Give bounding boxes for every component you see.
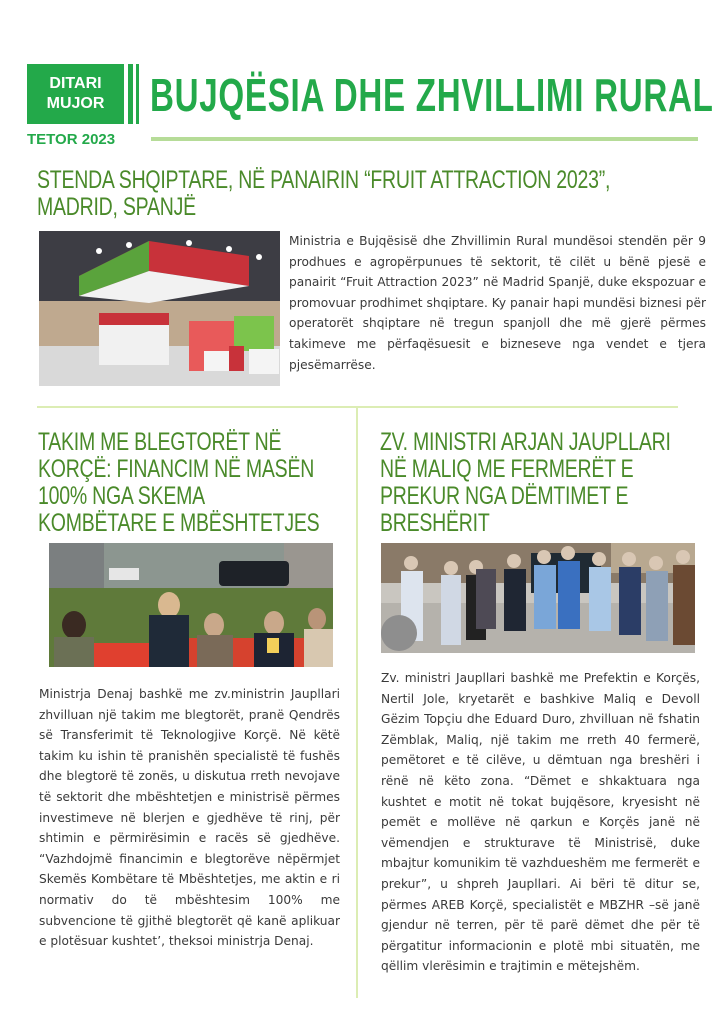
article-2-headline [38,429,319,537]
article-3-body: Zv. ministri Jaupllari bashkë me Prefektin e Korçës, Nertil Jole, kryetarët e bashkive Maliq e Devoll Gëzim Topçiu dhe Eduard Duro, zhvilluan në fshatin Zëmblak, Maliq, një takim me rreth 40 fermerë, pemëtoret e të cilëve, u dëmtuan nga breshëri i rënë në këto zona. “Dëmet e shkaktuara nga kushtet e motit në tokat bujqësore, kryesisht në pemët e mollëve në qarkun e Korçës janë në vëmendjen e strukturave të Ministrisë, duke mbajtur komunikim të vazhdueshëm me fermerët e prekur”, u shpreh Jaupllari. Ai bëri të ditur se, përmes AREB Korçë, specialistët e MBZHR –së janë gjendur në terren, për të parë dëmet dhe për të përgatitur informacionin e plotë mbi situatën, me qëllim vlerësimin e trajtimin e mëtejshëm. [381,671,700,974]
article-1-headline [37,167,610,221]
badge-line-2: MUJOR [46,95,105,112]
article-1-body: Ministria e Bujqësisë dhe Zhvillimin Rural mundësoi stendën për 9 prodhues e agropërpunues të sektorit, të cilët u bënë pjesë e panairit “Fruit Attraction 2023” në Madrid Spanjë, duke ekspozuar e promovuar prodhimet shqiptare. Ky panair hapi mundësi biznesi për operatorët shqiptare në tregun spanjoll dhe më gjerë përmes takimeve me përfaqësuesit e bizneseve nga vendet e tjera pjesëmarrëse. [289,234,706,372]
article-2-body: Ministrja Denaj bashkë me zv.ministrin Jaupllari zhvilluan një takim me blegtorët, pranë Qendrës së Transferimit të Teknologjive Korçë. Në këtë takim ku ishin të pranishën specialistë të fushës dhe blegtorë të zonës, u diskutua rreth nevojave të sektorit dhe mbështetjen e ministrisë përmes investimeve në blerjen e gjedhëve të rinj, për shtimin e përmirësimin e racës së gjedhëve. “Vazhdojmë financimin e blegtorëve nëpërmjet Skemës Kombëtare të Mbështetjes, me aktin e ri normativ do të mbështesim 100% me subvencione të gjithë blegtorët që kanë aplikuar e plotësuar kushtet’, theksoi ministrja Denaj. [39,687,340,949]
headline-line: BRESHËRIT [380,509,490,537]
publication-title: BUJQËSIA DHE ZHVILLIMI RURAL [150,69,714,121]
article-1-photo-fair-stand [39,231,280,386]
article-2-photo-meeting [49,543,333,667]
headline-line: 100% NGA SKEMA [38,482,205,510]
issue-date: TETOR 2023 [27,131,116,148]
headline-line: TAKIM ME BLEGTORËT NË [38,428,282,456]
monthly-journal-badge [27,64,124,124]
headline-line: PREKUR NGA DËMTIMET E [380,482,629,510]
section-divider-vertical [356,408,358,998]
header-rule [151,137,698,141]
masthead-accent-bar [136,64,139,124]
headline-line: STENDA SHQIPTARE, NË PANAIRIN “FRUIT ATTRACTION 2023”, [37,166,611,194]
headline-line: ZV. MINISTRI ARJAN JAUPLLARI [380,428,671,456]
article-3-photo-farmers [381,543,695,653]
headline-line: NË MALIQ ME FERMERËT E [380,455,634,483]
headline-line: MADRID, SPANJË [37,193,196,221]
masthead-accent-bar [128,64,133,124]
headline-line: KOMBËTARE E MBËSHTETJES [38,509,320,537]
article-3-headline [380,429,671,537]
badge-line-1: DITARI [49,75,102,92]
headline-line: KORÇË: FINANCIM NË MASËN [38,455,315,483]
